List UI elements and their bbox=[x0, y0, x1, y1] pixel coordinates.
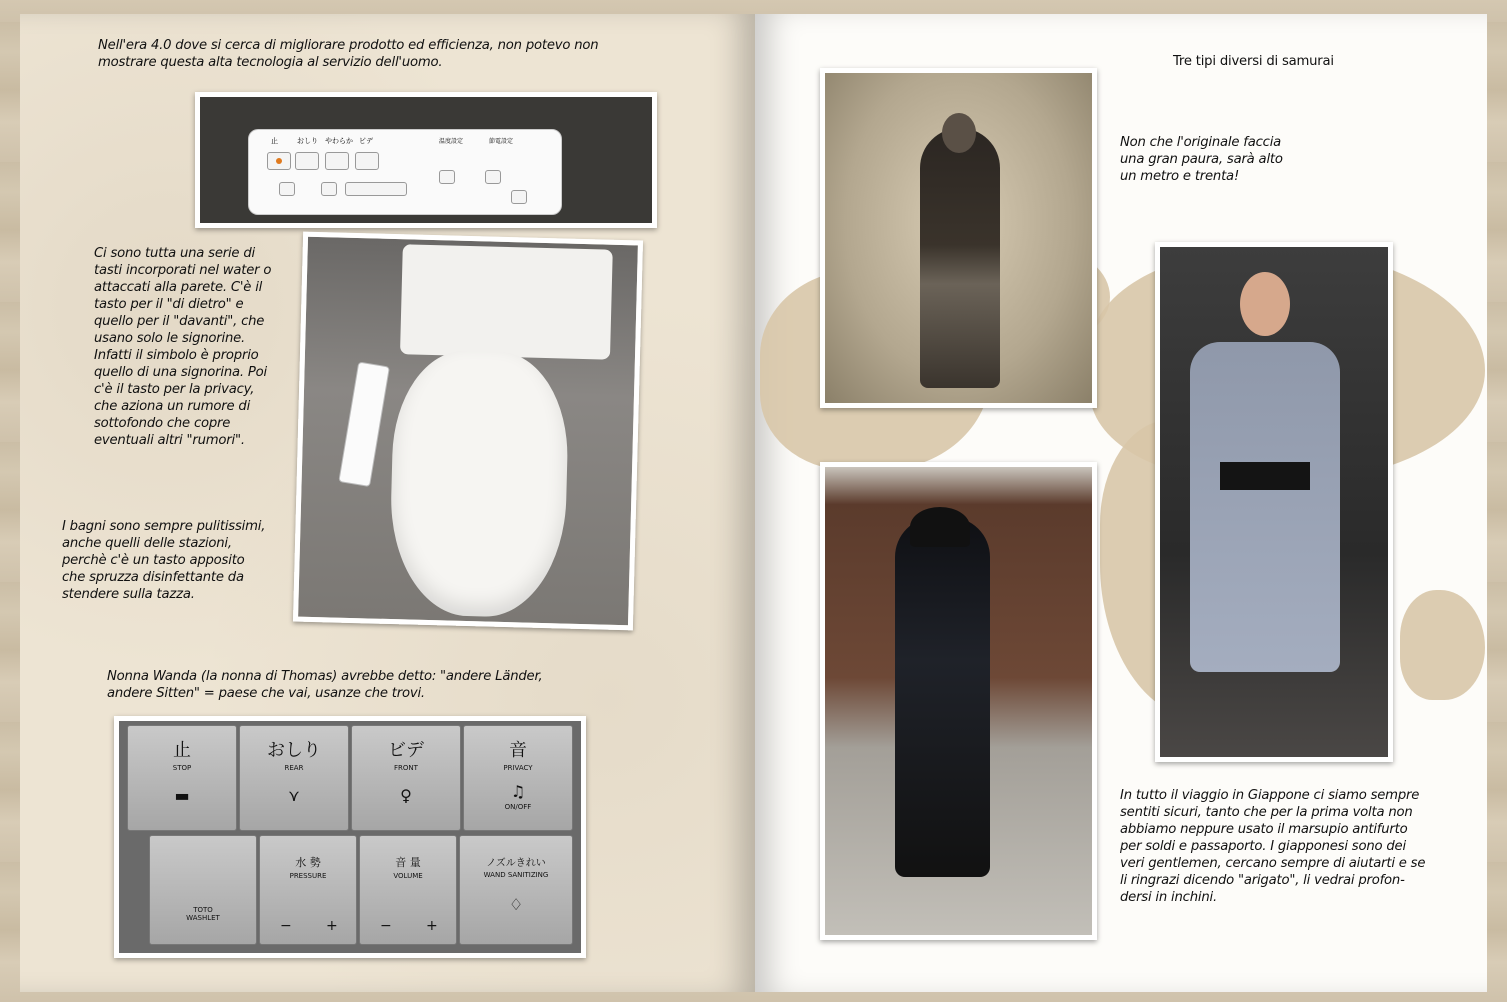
panel-label-soft: やわらか bbox=[325, 137, 353, 145]
robe-figure bbox=[1190, 342, 1340, 672]
panel-stop-button[interactable] bbox=[267, 152, 291, 170]
panel-eco-button-2[interactable] bbox=[511, 190, 527, 204]
front-spray-icon: ♀ bbox=[400, 786, 412, 805]
map-australia bbox=[1400, 590, 1485, 700]
samurai-text: Non che l'originale faccia una gran paura, sarà alto un metro e trenta! bbox=[1120, 135, 1283, 184]
toilet-photo bbox=[293, 232, 643, 631]
tile-pressure-en: PRESSURE bbox=[289, 872, 327, 880]
panel-label-stop: 止 bbox=[271, 137, 278, 145]
music-note-icon: ♫ bbox=[510, 782, 526, 801]
volume-plus[interactable]: + bbox=[426, 918, 438, 934]
bath-text: I bagni sono sempre pulitissimi, anche quelli delle stazioni, perchè c'è un tasto apposito che spruzza disinfettante da stendere sulla tazza. bbox=[62, 519, 266, 602]
tile-rear[interactable] bbox=[239, 725, 349, 831]
panel-temp-button[interactable] bbox=[439, 170, 455, 184]
toto-washlet-logo: TOTO WASHLET bbox=[186, 906, 220, 922]
man-head bbox=[1240, 272, 1290, 336]
nonna-text: Nonna Wanda (la nonna di Thomas) avrebbe detto: "andere Länder, andere Sitten" = paese che vai, usanze che trovi. bbox=[107, 669, 543, 701]
tile-pressure-jp: 水 勢 bbox=[295, 856, 321, 869]
tile-stop-jp: 止 bbox=[173, 740, 191, 761]
samurai-figure bbox=[920, 128, 1000, 388]
armored-samurai-photo bbox=[820, 462, 1097, 940]
tile-privacy-en: PRIVACY bbox=[503, 764, 533, 772]
panel-label-eco: 節電設定 bbox=[489, 138, 514, 145]
tile-privacy[interactable] bbox=[463, 725, 573, 831]
panel-label-front: ビデ bbox=[359, 137, 373, 145]
tile-wand-jp: ノズルきれい bbox=[486, 858, 546, 869]
tile-rear-jp: おしり bbox=[267, 740, 321, 761]
tile-volume-en: VOLUME bbox=[393, 872, 423, 880]
toilet-tank bbox=[400, 244, 613, 359]
control-panel-photo bbox=[195, 92, 657, 228]
tile-pressure[interactable] bbox=[259, 835, 357, 945]
toilet-bowl bbox=[388, 349, 570, 618]
armor-figure bbox=[895, 517, 990, 877]
man-in-robe-photo bbox=[1155, 242, 1393, 762]
panel-rear-button[interactable] bbox=[295, 152, 319, 170]
samurai-heading: Tre tipi diversi di samurai bbox=[1173, 54, 1334, 69]
robe-belt bbox=[1220, 462, 1310, 490]
buttons-text: Ci sono tutta una serie di tasti incorporati nel water o attaccati alla parete. C'è il tasto per il "di dietro" e quello per il "davanti", che usano solo le signorine. Infatti il simbolo è proprio quello di una signorina. Poi c'è il tasto per la privacy, che aziona un rumore di sottofondo che copre eventuali altri "rumori". bbox=[94, 246, 272, 448]
volume-minus[interactable]: − bbox=[380, 918, 392, 934]
tile-volume-jp: 音 量 bbox=[395, 856, 421, 869]
rear-spray-icon: ⋎ bbox=[288, 786, 300, 805]
tile-volume[interactable] bbox=[359, 835, 457, 945]
brand-tile bbox=[149, 835, 257, 945]
wall-control-panel bbox=[248, 129, 562, 215]
tile-privacy-jp: 音 bbox=[509, 740, 527, 761]
panel-position-slider[interactable] bbox=[345, 182, 407, 196]
tile-front[interactable] bbox=[351, 725, 461, 831]
pressure-minus[interactable]: − bbox=[280, 918, 292, 934]
tile-wand-en: WAND SANITIZING bbox=[483, 871, 549, 879]
travel-text: In tutto il viaggio in Giappone ci siamo sempre sentiti sicuri, tanto che per la prima volta non abbiamo neppure usato il marsupio antifurto per soldi e passaporto. I giapponesi sono dei veri gentlemen, cercano sempre di aiutarti e se li ringrazi dicendo "arigato", li vedrai profon- dersi in inchini. bbox=[1120, 788, 1426, 905]
panel-soft-button[interactable] bbox=[325, 152, 349, 170]
tile-stop-en: STOP bbox=[172, 764, 192, 772]
intro-text: Nell'era 4.0 dove si cerca di migliorare prodotto ed efficienza, non potevo non mostrare questa alta tecnologia al servizio dell'uomo. bbox=[98, 38, 599, 70]
samurai-head bbox=[942, 113, 976, 153]
panel-minus-button[interactable] bbox=[279, 182, 295, 196]
panel-plus-button[interactable] bbox=[321, 182, 337, 196]
tile-wand-sanitizing[interactable] bbox=[459, 835, 573, 945]
washlet-buttons-photo bbox=[114, 716, 586, 958]
stop-icon: ▬ bbox=[174, 786, 190, 805]
tile-stop[interactable] bbox=[127, 725, 237, 831]
tile-front-en: FRONT bbox=[394, 764, 418, 772]
tile-rear-en: REAR bbox=[284, 764, 304, 772]
panel-label-temp: 温度設定 bbox=[439, 138, 464, 145]
wand-icon: ♢ bbox=[508, 895, 524, 914]
pressure-plus[interactable]: + bbox=[326, 918, 338, 934]
toilet-side-panel bbox=[338, 361, 390, 487]
vintage-samurai-photo bbox=[820, 68, 1097, 408]
panel-eco-button[interactable] bbox=[485, 170, 501, 184]
tile-front-jp: ビデ bbox=[388, 740, 424, 761]
tile-privacy-sub: ON/OFF bbox=[504, 803, 532, 811]
panel-front-button[interactable] bbox=[355, 152, 379, 170]
panel-label-rear: おしり bbox=[297, 137, 318, 145]
samurai-helmet bbox=[910, 507, 970, 547]
